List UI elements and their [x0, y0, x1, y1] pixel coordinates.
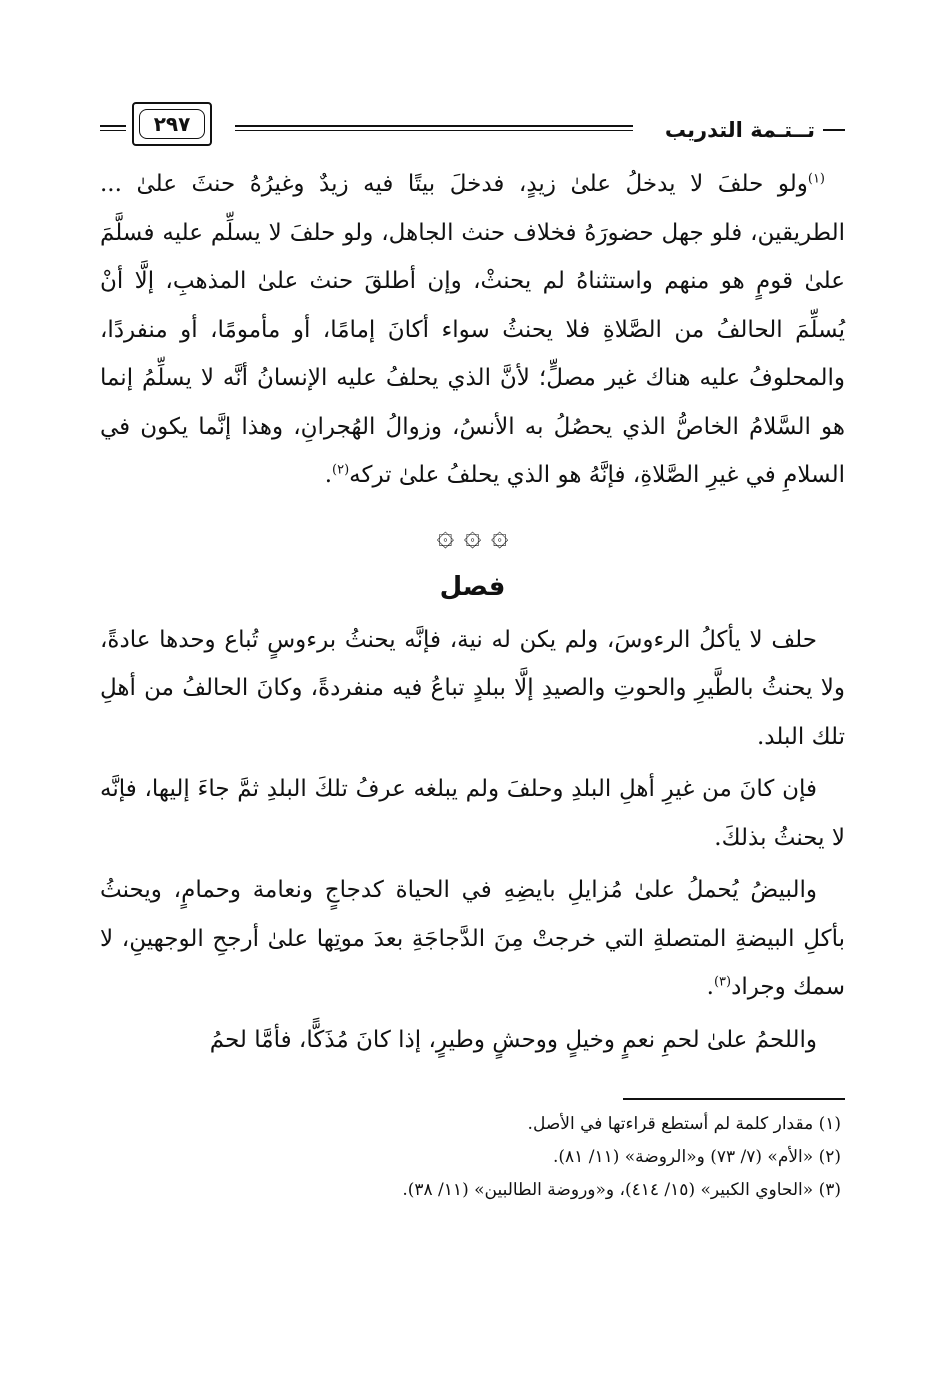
paragraph-outsider: فإن كانَ من غيرِ أهلِ البلدِ وحلفَ ولم يبلغه عرفُ تلكَ البلدِ ثمَّ جاءَ إليها، فإنَّه لا يحنثُ بذلكَ. [100, 776, 845, 851]
page-number: ٢٩٧ [139, 109, 205, 139]
book-page [100, 92, 845, 1207]
footnote-ref-3: (٣) [713, 974, 732, 990]
header-rule [235, 125, 633, 131]
title-dash [823, 129, 845, 131]
running-title-text: تــتـمة التدريب [664, 118, 815, 142]
paragraph-end: . [706, 974, 714, 1000]
footnote-1: (١) مقدار كلمة لم أستطع قراءتها في الأصل. [527, 1114, 841, 1134]
paragraph-eggs [100, 866, 845, 1012]
footnote-divider [623, 1098, 845, 1100]
paragraph-meat: واللحمُ علىٰ لحمِ نعمٍ وخيلٍ ووحشٍ وطيرٍ، إذا كانَ مُذَكًّا، فأمَّا لحمُ [209, 1026, 817, 1053]
running-header [100, 92, 845, 154]
paragraph-text: ولو حلفَ لا يدخلُ علىٰ زيدٍ، فدخلَ بيتًا فيه زيدٌ وغيرُهُ حنثَ علىٰ ... الطريقين، فلو جهل حضورَهُ فخلاف حنث الجاهل، ولو حلفَ لا يسلِّم عليه فسلَّمَ علىٰ قومٍ هو منهم واستثناهُ لم يحنثْ، وإن أطلقَ حنث علىٰ المذهبِ، إلَّا أنْ يُسلِّمَ الحالفُ من الصَّلاةِ فلا يحنثُ سواء أكانَ إمامًا، أو مأمومًا، أو منفردًا، والمحلوفُ عليه هناك غير مصلٍّ؛ لأنَّ الذي يحلفُ عليه الإنسانُ أنَّه لا يسلِّمُ إنما هو السَّلامُ الخاصُّ الذي يحصُلُ به الأنسُ، وزوالُ الهُجرانِ، وهذا إنَّما يكون في السلامِ في غيرِ الصَّلاةِ، فإنَّهُ هو الذي يحلفُ علىٰ تركه [100, 171, 845, 488]
running-title [665, 118, 845, 142]
ornament-separator: ۞ ۞ ۞ [436, 517, 509, 553]
footnote-ref-1: (١) [807, 171, 825, 187]
footnote-ref-2: (٢) [332, 462, 350, 478]
paragraph-text: والبيضُ يُحملُ علىٰ مُزايلِ بايضِهِ في الحياة كدجاجٍ ونعامة وحمامٍ، ويحنثُ بأكلِ البيضةِ المتصلةِ التي خرجتْ مِنَ الدَّجاجَةِ بعدَ موتِها علىٰ أرجحِ الوجهينِ، لا سمك وجراد [100, 877, 845, 1000]
paragraph-oath-greeting [100, 160, 845, 500]
section-heading: فصل [439, 571, 506, 602]
page-number-frame [132, 102, 212, 146]
paragraph-heads: حلف لا يأكلُ الرءوسَ، ولم يكن له نية، فإنَّه يحنثُ برءوسٍ تُباع وحدها عادةً، ولا يحنثُ بالطَّيرِ والحوتِ والصيدِ إلَّا ببلدٍ تباعُ فيه منفردةً، وكانَ الحالفُ من أهلِ تلك البلد. [100, 626, 845, 750]
footnote-3: (٣) «الحاوي الكبير» (١٥/ ٤١٤)، و«وروضة الطالبين» (١١/ ٣٨). [402, 1180, 841, 1200]
header-rule-end [100, 125, 126, 131]
paragraph-end: . [324, 462, 333, 488]
footnote-2: (٢) «الأم» (٧/ ٧٣) و«الروضة» (١١/ ٨١). [553, 1147, 841, 1167]
